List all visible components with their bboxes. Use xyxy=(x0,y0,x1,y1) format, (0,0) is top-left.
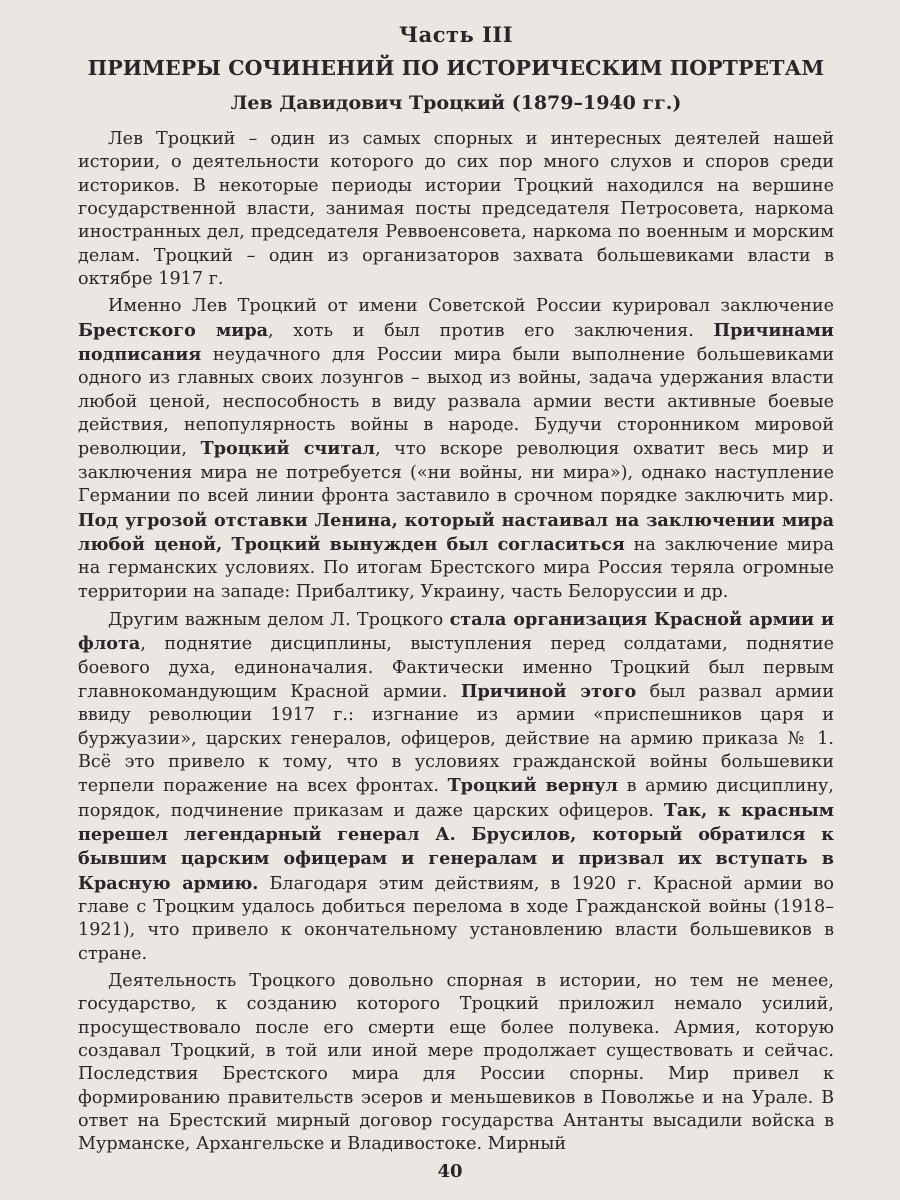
bold-text-run: Троцкий вернул xyxy=(447,775,618,797)
bold-text-run: Троцкий считал xyxy=(200,438,376,460)
paragraph-1 xyxy=(78,128,834,291)
text-run: Деятельность Троцкого довольно спорная в истории, но тем не менее, государство, к созданию которого Троцкий приложил немало усилий, просуществовало после его смерти еще более полувека. Армия, которую создавал Троцкий, в той или иной мере продолжает существовать и сейчас. Последствия Брестского мира для России спорны. Мир привел к формированию правительств эсеров и меньшевиков в Поволжье и на Урале. В ответ на Брестский мирный договор государства Антанты высадили войска в Мурманске, Архангельске и Владивостоке. Мирный xyxy=(78,971,834,1155)
text-run: Именно Лев Троцкий от имени Советской России курировал заключение xyxy=(108,296,834,317)
bold-text-run: Под угрозой отставки Ленина, который настаивал на заключении мира любой ценой, Троцкий вынужден был согласиться xyxy=(78,509,834,555)
text-run: , что вскоре революция охватит весь мир и заключения мира не потребуется («ни войны, ни мира»), однако наступление Германии по всей линии фронта заставило в срочном порядке заключить мир. xyxy=(78,439,834,507)
text-run: в армию дисциплину, порядок, подчинение приказам и даже царских офицеров. xyxy=(78,776,835,821)
essay-body xyxy=(78,128,834,1157)
text-run: на заключение мира на германских условиях. По итогам Брестского мира Россия теряла огромные территории на западе: Прибалтику, Украину, часть Белоруссии и др. xyxy=(78,534,834,602)
part-label: Часть III xyxy=(398,22,514,47)
bold-text-run: Брестского мира xyxy=(78,319,269,341)
bold-text-run: Так, к красным перешел легендарный генерал А. Брусилов, который обратился к бывшим царским офицерам и генералам и призвал их вступать в Красную армию. xyxy=(78,799,834,894)
bold-text-run: Причиной этого xyxy=(460,680,637,702)
essay-title: Лев Давидович Троцкий (1879–1940 гг.) xyxy=(230,92,682,114)
text-run: Благодаря этим действиям, в 1920 г. Красной армии во главе с Троцким удалось добиться перелома в ходе Гражданской войны (1918–1921), что привело к окончательному установлению власти большевиков в стране. xyxy=(78,873,834,964)
paragraph-4 xyxy=(78,970,834,1157)
text-run: , хоть и был против его заключения. xyxy=(268,320,714,341)
text-run: Лев Троцкий – один из самых спорных и интересных деятелей нашей истории, о деятельности которого до сих пор много слухов и споров среди историков. В некоторые периоды истории Троцкий находился на вершине государственной власти, занимая посты председателя Петросовета, наркома иностранных дел, председателя Реввоенсовета, наркома по военным и морским делам. Троцкий – один из организаторов захвата большевиками власти в октябре 1917 г. xyxy=(78,129,834,290)
text-run: был развал армии ввиду революции 1917 г.: изгнание из армии «приспешников царя и буржуазии», царских генералов, офицеров, действие на армию приказа № 1. Всё это привело к тому, что в условиях гражданской войны большевики терпели поражение на всех фронтах. xyxy=(78,681,834,797)
bold-text-run: Причинами подписания xyxy=(78,319,834,366)
page-number: 40 xyxy=(437,1161,463,1182)
text-run: , поднятие дисциплины, выступления перед солдатами, поднятие боевого духа, единоначалия. Фактически именно Троцкий был первым главнокомандующим Красной армии. xyxy=(78,634,834,702)
text-run: Другим важным делом Л. Троцкого xyxy=(108,609,450,630)
text-run: неудачного для России мира были выполнение большевиками одного из главных своих лозунгов – выход из войны, задача удержания власти любой ценой, неспособность в виду развала армии вести активные боевые действия, непопулярность войны в народе. Будучи сторонником мировой революции, xyxy=(78,345,834,460)
bold-text-run: стала организация Красной армии и флота xyxy=(78,608,834,655)
paragraph-3 xyxy=(78,608,834,966)
paragraph-2 xyxy=(78,295,834,603)
part-title: ПРИМЕРЫ СОЧИНЕНИЙ ПО ИСТОРИЧЕСКИМ ПОРТРЕТАМ xyxy=(87,56,825,80)
